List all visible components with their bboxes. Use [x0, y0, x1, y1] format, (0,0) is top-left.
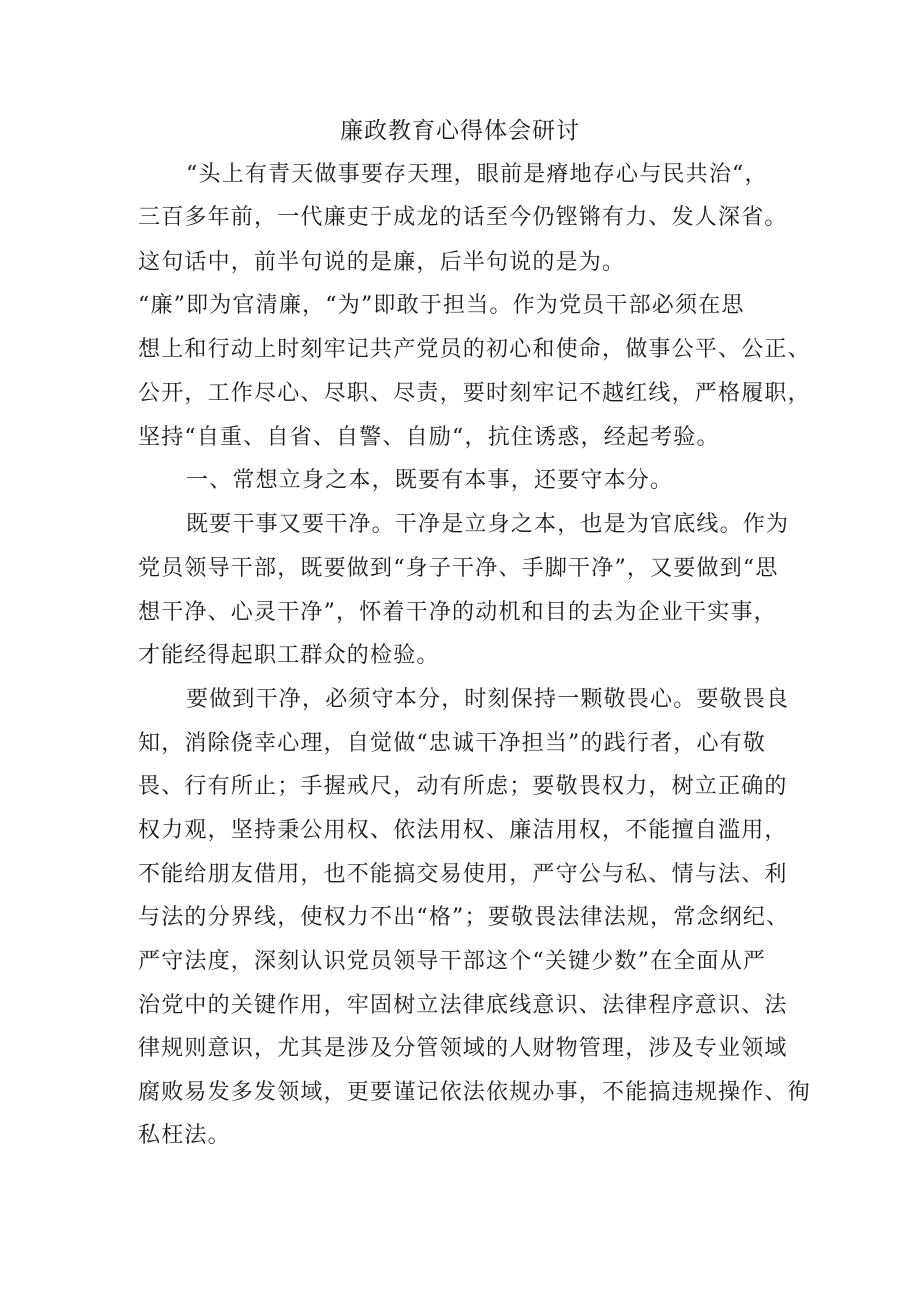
paragraph-line: 想上和行动上时刻牢记共产党员的初心和使命，做事公平、公正、 [138, 337, 811, 362]
paragraph-line: 想干净、心灵干净”，怀着干净的动机和目的去为企业干实事， [138, 600, 777, 625]
paragraph-line: 腐败易发多发领域，更要谨记依法依规办事，不能搞违规操作、徇 [138, 1080, 811, 1105]
paragraph-line: 坚持“自重、自省、自警、自励“，抗住诱惑，经起考验。 [138, 425, 720, 450]
paragraph-line: 与法的分界线，使权力不出“格”；要敬畏法律法规，常念纲纪、 [138, 905, 790, 930]
paragraph-line: 公开，工作尽心、尽职、尽责，要时刻牢记不越红线，严格履职， [138, 381, 811, 406]
paragraph-line: 权力观，坚持秉公用权、依法用权、廉洁用权，不能擅自滥用， [138, 818, 788, 843]
paragraph-line: 畏、行有所止；手握戒尺，动有所虑；要敬畏权力，树立正确的 [138, 774, 788, 799]
paragraph-line: 这句话中，前半句说的是廉，后半句说的是为。 [138, 250, 626, 275]
paragraph-line: 才能经得起职工群众的检验。 [138, 643, 440, 668]
paragraph-line: “头上有青天做事要存天理，眼前是瘠地存心与民共治“， [186, 162, 768, 187]
paragraph-line: 既要干事又要干净。干净是立身之本，也是为官底线。作为 [186, 512, 790, 537]
document-title: 廉政教育心得体会研讨 [340, 118, 580, 144]
paragraph-line: 知，消除侥幸心理，自觉做“忠诚干净担当”的践行者，心有敬 [138, 731, 767, 756]
paragraph-line: 律规则意识，尤其是涉及分管领域的人财物管理，涉及专业领域 [138, 1036, 788, 1061]
paragraph-line: 党员领导干部，既要做到“身子干净、手脚干净”，又要做到“思 [138, 556, 779, 581]
paragraph-line: “廉”即为官清廉，“为”即敢于担当。作为党员干部必须在思 [138, 293, 745, 318]
paragraph-line: 严守法度，深刻认识党员领导干部这个“关键少数”在全面从严 [138, 949, 767, 974]
paragraph-line: 要做到干净，必须守本分，时刻保持一颗敬畏心。要敬畏良 [186, 687, 790, 712]
section-heading: 一、常想立身之本，既要有本事，还要守本分。 [186, 468, 674, 493]
paragraph-line: 私枉法。 [138, 1123, 231, 1148]
paragraph-line: 不能给朋友借用，也不能搞交易使用，严守公与私、情与法、利 [138, 862, 788, 887]
paragraph-line: 治党中的关键作用，牢固树立法律底线意识、法律程序意识、法 [138, 993, 788, 1018]
paragraph-line: 三百多年前，一代廉吏于成龙的话至今仍铿锵有力、发人深省。 [138, 205, 788, 230]
